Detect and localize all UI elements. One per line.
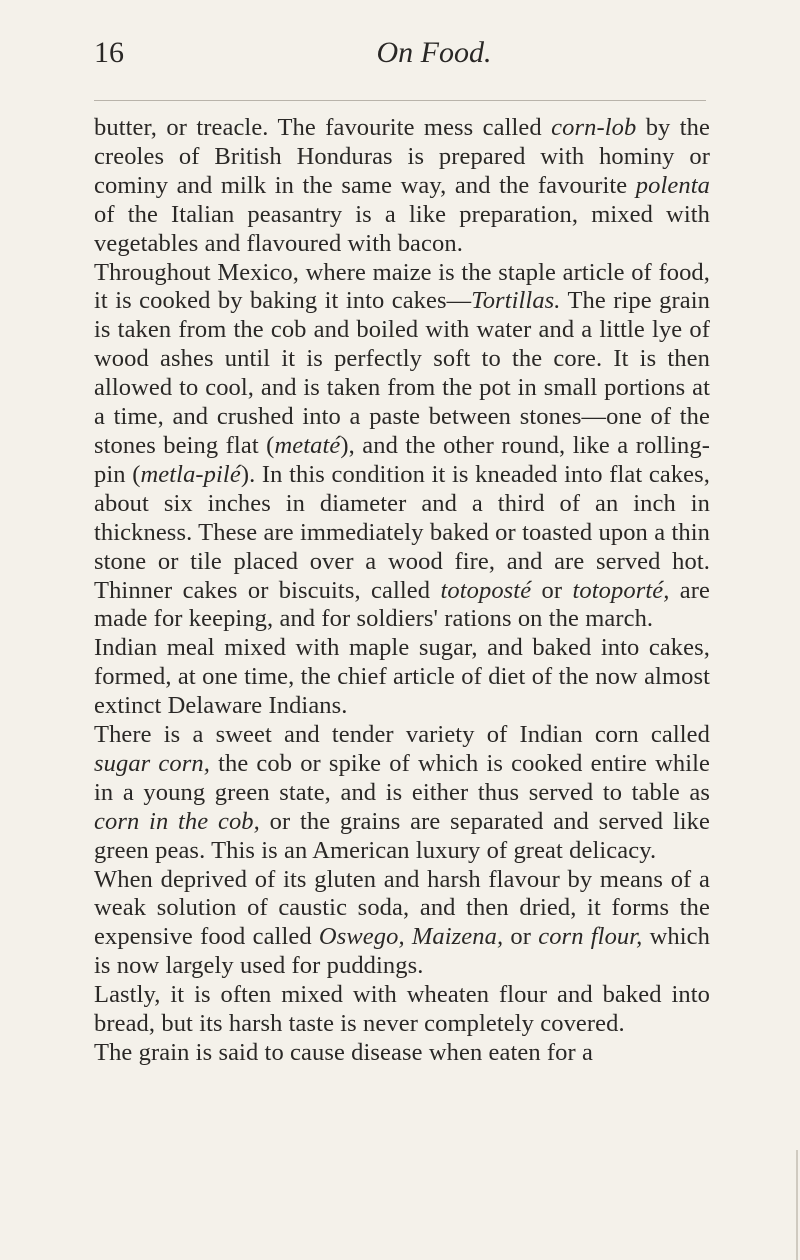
italic-term: sugar corn, [94, 749, 210, 777]
text-run: by the creoles of British Honduras is prepared with hominy or cominy and milk in the same way, and the favourite [94, 114, 710, 199]
paragraph-4 [94, 721, 710, 866]
paragraph-5 [94, 866, 710, 982]
italic-term: metla-pilé [140, 460, 241, 488]
text-run: There is a sweet and tender variety of Indian corn called [94, 721, 710, 749]
text-run: which is now largely used for puddings. [94, 923, 711, 980]
paragraph-7: The grain is said to cause disease when eaten for a [94, 1039, 593, 1066]
text-run: or [531, 576, 573, 604]
page-number: 16 [94, 36, 124, 69]
text-run: or [503, 923, 539, 951]
text-run: or the grains are separated and served like green peas. This is an American luxury of great delicacy. [94, 807, 710, 864]
header-rule [94, 100, 706, 101]
text-run: ). In this condition it is kneaded into flat cakes, about six inches in diameter and a third of an inch in thickness. These are immediately baked or toasted upon a thin stone or tile placed over a wood fire, and are served hot. Thinner cakes or biscuits, called [94, 460, 711, 604]
italic-term: metaté [274, 431, 341, 459]
text-run: of the Italian peasantry is a like preparation, mixed with vegetables and flavoured with bacon. [94, 200, 710, 257]
text-run: are made for keeping, and for soldiers' rations on the march. [94, 576, 711, 633]
text-run: When deprived of its gluten and harsh flavour by means of a weak solution of caustic soda, and then dried, it forms the expensive food called [94, 865, 710, 951]
italic-term: totoporté, [572, 576, 670, 604]
paragraph-2 [94, 259, 710, 635]
page-edge-shadow [796, 1150, 798, 1260]
italic-term: Oswego, Maizena, [318, 923, 504, 951]
body-text [94, 114, 710, 1068]
italic-term: corn-lob [551, 114, 637, 141]
text-run: butter, or treacle. The favourite mess called [94, 114, 552, 141]
page-header [94, 36, 734, 86]
italic-term: polenta [635, 171, 710, 199]
italic-term: totoposté [440, 576, 532, 604]
text-run: ), and the other round, like a rolling-pin ( [94, 431, 710, 488]
italic-term: Tortillas. [471, 287, 561, 315]
italic-term: corn flour, [538, 923, 643, 951]
paragraph-6: Lastly, it is often mixed with wheaten flour and baked into bread, but its harsh taste is never completely covered. [94, 981, 710, 1038]
running-title: On Food. [376, 36, 492, 69]
text-run: The ripe grain is taken from the cob and boiled with water and a little lye of wood ashes until it is perfectly soft to the core. It is then allowed to cool, and is taken from the pot in small portions at a time, and crushed into a paste between stones—one of the stones being flat ( [94, 287, 710, 459]
text-run: Throughout Mexico, where maize is the staple article of food, it is cooked by baking it into cakes— [94, 258, 710, 315]
text-run: the cob or spike of which is cooked entire while in a young green state, and is either thus served to table as [94, 749, 711, 806]
italic-term: corn in the cob, [94, 807, 260, 835]
paragraph-1 [94, 114, 710, 259]
paragraph-3: Indian meal mixed with maple sugar, and baked into cakes, formed, at one time, the chief article of diet of the now almost extinct Delaware Indians. [94, 634, 710, 720]
